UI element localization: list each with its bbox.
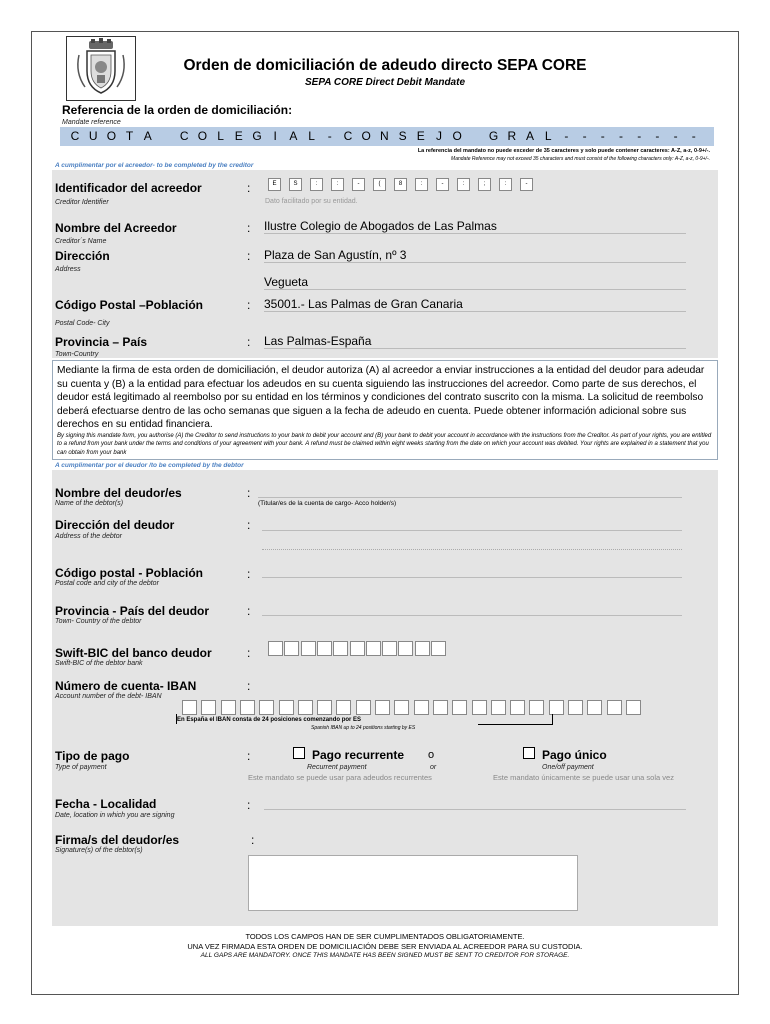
iban-box[interactable] [510,700,525,715]
swift-box[interactable] [382,641,397,656]
creditor-postal-value: 35001.- Las Palmas de Gran Canaria [264,297,686,312]
reference-char: O [361,129,371,143]
reference-char: G [252,129,262,143]
colon: : [247,181,251,195]
reference-char [159,129,173,144]
iban-box[interactable] [549,700,564,715]
reference-char: I [273,129,277,143]
iban-note-es: En España el IBAN consta de 24 posiciones comenzando por ES [177,717,362,723]
reference-char: O [452,129,462,143]
consent-box [52,360,718,460]
reference-char: U [88,129,98,143]
reference-char: - [655,129,660,143]
colon: : [247,749,251,763]
debtor-name-input[interactable] [258,485,682,498]
creditor-address-value2: Vegueta [264,275,686,290]
creditor-id-box[interactable]: - [520,178,533,191]
creditor-id-label: Identificador del acreedor [55,181,202,195]
creditor-address-label: Dirección [55,249,110,263]
iban-box[interactable] [336,700,351,715]
colon: : [247,486,251,500]
swift-box[interactable] [268,641,283,656]
reference-char: - [691,129,696,143]
iban-box[interactable] [607,700,622,715]
reference-sublabel: Mandate reference [62,119,121,126]
recurrent-hint: Este mandato se puede usar para adeudos recurrentes [248,773,432,782]
debtor-postal-label: Código postal - Población [55,566,203,580]
footer-line-3: ALL GAPS ARE MANDATORY. ONCE THIS MANDATE HAS BEEN SIGNED MUST BE SENT TO CREDITOR FOR STORAGE. [200,952,570,959]
iban-bracket-line [478,724,552,725]
iban-box[interactable] [182,700,197,715]
debtor-swift-label: Swift-BIC del banco deudor [55,646,212,660]
iban-box[interactable] [452,700,467,715]
iban-box[interactable] [317,700,332,715]
colon: : [247,646,251,660]
reference-char: L [217,129,224,143]
reference-char: - [564,129,569,143]
creditor-id-box[interactable]: : [415,178,428,191]
or-label-en: or [430,764,437,771]
swift-box[interactable] [284,641,299,656]
iban-box[interactable] [394,700,409,715]
signature-box[interactable] [248,855,578,911]
iban-box[interactable] [414,700,429,715]
signature-sublabel: Signature(s) of the debtor(s) [55,847,143,854]
debtor-swift-sublabel: Swift-BIC of the debtor bank [55,660,143,667]
debtor-address-label: Dirección del deudor [55,518,175,532]
reference-note-es: La referencia del mandato no puede exceder de 35 caracteres y solo puede contener caracteres: A-Z, a-z, 0-9+/-. [417,148,710,154]
swift-box[interactable] [431,641,446,656]
footer-line-1: TODOS LOS CAMPOS HAN DE SER CUMPLIMENTADOS OBLIGATORIAMENTE. [245,932,525,941]
reference-char: E [416,129,425,143]
iban-box[interactable] [298,700,313,715]
reference-char: O [197,129,208,143]
debtor-name-sublabel: Name of the debtor(s) [55,500,124,507]
reference-char: - [673,129,678,143]
colon: : [247,679,251,693]
debtor-iban-sublabel: Account number of the debt- IBAN [55,693,162,700]
swift-box[interactable] [301,641,316,656]
creditor-name-label: Nombre del Acreedor [55,221,177,235]
iban-box[interactable] [201,700,216,715]
creditor-id-sublabel: Creditor Identifier [55,199,109,206]
date-label: Fecha - Localidad [55,797,157,811]
reference-char: - [327,129,332,143]
reference-char: - [637,129,642,143]
reference-char: - [600,129,605,143]
iban-bracket-right [552,714,553,725]
single-label-en: One/off payment [542,764,594,771]
creditor-section [52,170,718,358]
iban-box[interactable] [587,700,602,715]
creditor-address-sublabel: Address [55,266,81,273]
reference-char: - [619,129,623,143]
iban-box[interactable] [568,700,583,715]
reference-char: G [488,129,499,143]
reference-label: Referencia de la orden de domiciliación: [62,103,293,117]
reference-char [468,129,482,144]
colon: : [247,567,251,581]
creditor-province-sublabel: Town-Country [55,351,99,358]
iban-note-en: Spanish IBAN up to 24 positions starting by ES [311,725,416,731]
creditor-id-box[interactable]: ; [478,178,491,191]
debtor-postal-sublabel: Postal code and city of the debtor [55,580,159,587]
iban-box[interactable] [472,700,487,715]
iban-box[interactable] [491,700,506,715]
creditor-name-value: Ilustre Colegio de Abogados de Las Palmas [264,219,686,234]
signature-label: Firma/s del deudor/es [55,833,180,847]
debtor-postal-input[interactable] [262,565,682,578]
date-input[interactable] [264,797,686,810]
creditor-id-box[interactable]: ( [373,178,386,191]
page-subtitle: SEPA CORE Direct Debit Mandate [304,77,466,88]
colon: : [247,518,251,532]
debtor-address-sublabel: Address of the debtor [55,533,122,540]
iban-box[interactable] [221,700,236,715]
reference-char: J [436,129,442,143]
creditor-banner: A cumplimentar por el acreedor- to be completed by the creditor [55,162,254,169]
creditor-name-sublabel: Creditor´s Name [55,238,107,245]
creditor-province-label: Provincia – País [55,335,148,349]
single-checkbox[interactable] [523,747,535,759]
reference-char: S [398,129,407,143]
consent-text-en: By signing this mandate form, you authorise (A) the Creditor to send instructions to your bank to debit your account and (B) your bank to debit your account in accordance with the instructions from the Creditor. As part of your rights, you are entitled to a refund from your bank under the terms and conditions of your agreement with your bank. A refund must be claimed within eight weeks starting from the date on which your account was debited. Your rights are explained in a statement that you can obtain from your bank [57,432,712,456]
reference-char: R [507,129,517,143]
or-label: o [428,749,435,761]
iban-bracket-left [176,714,177,724]
colon: : [247,335,251,349]
creditor-address-value: Plaza de San Agustín, nº 3 [264,248,686,263]
colon: : [247,798,251,812]
swift-box[interactable] [333,641,348,656]
recurrent-label-en: Recurrent payment [307,764,367,771]
iban-box[interactable] [279,700,294,715]
creditor-postal-label: Código Postal –Población [55,298,204,312]
debtor-address-input[interactable] [262,518,682,531]
consent-text-es: Mediante la firma de esta orden de domiciliación, el deudor autoriza (A) al acreedor a enviar instrucciones a la entidad del deudor para adeudar su cuenta y (B) a la entidad para efectuar los adeudos en su cuenta siguiendo las instrucciones del acreedor. Como parte de sus derechos, el deudor está legitimado al reembolso por su entidad en los términos y condiciones del contrato suscrito con la misma. La solicitud de reembolso deberá efectuarse dentro de las ocho semanas que siguen a la fecha de adeudo en cuenta. Puede obtener información adicional sobre sus derechos en su entidad financiera. [57,365,705,431]
creditor-id-box[interactable]: - [352,178,365,191]
creditor-province-value: Las Palmas-España [264,334,686,349]
iban-box[interactable] [240,700,255,715]
debtor-banner: A cumplimentar por el deudor /to be completed by the debtor [55,462,244,469]
iban-box[interactable] [356,700,371,715]
swift-box[interactable] [317,641,332,656]
page-title: Orden de domiciliación de adeudo directo SEPA CORE [183,57,587,74]
payment-type-label: Tipo de pago [55,749,130,763]
reference-char: C [179,129,189,143]
creditor-id-box[interactable]: - [436,178,449,191]
reference-char: T [125,129,134,143]
reference-note-en: Mandate Reference may not exceed 35 characters and must consist of the following characters only: A-Z, a-z, 0-9+/-. [451,156,710,162]
reference-char: N [380,129,389,143]
creditor-id-box[interactable]: 8 [394,178,407,191]
colon: : [247,221,251,235]
reference-char: A [143,129,152,143]
iban-box[interactable] [626,700,641,715]
recurrent-checkbox[interactable] [293,747,305,759]
colon: : [247,604,251,618]
creditor-id-box[interactable]: E [268,178,281,191]
colon: : [247,298,251,312]
creditor-id-box[interactable]: : [457,178,470,191]
reference-char: E [234,129,243,143]
swift-box[interactable] [398,641,413,656]
creditor-id-hint: Dato facilitado por su entidad. [265,198,358,205]
iban-box[interactable] [259,700,274,715]
creditor-id-box[interactable]: : [499,178,512,191]
reference-char: L [308,129,315,143]
reference-char: C [343,129,353,143]
debtor-province-label: Provincia - País del deudor [55,604,210,618]
recurrent-label: Pago recurrente [312,748,405,762]
debtor-address-input-2[interactable] [262,549,682,550]
reference-char: C [70,129,80,143]
single-hint: Este mandato únicamente se puede usar una sola vez [493,773,674,782]
debtor-name-hint: (Titular/es de la cuenta de cargo- Acco holder/s) [258,500,397,507]
single-label: Pago único [542,748,607,762]
iban-box[interactable] [529,700,544,715]
footer-line-2: UNA VEZ FIRMADA ESTA ORDEN DE DOMICILIACIÓN DEBE SER ENVIADA AL ACREEDOR PARA SU CUSTODIA. [187,942,583,951]
date-sublabel: Date, location in which you are signing [55,812,175,819]
swift-box[interactable] [366,641,381,656]
debtor-province-sublabel: Town- Country of the debtor [55,618,142,625]
debtor-iban-label: Número de cuenta- IBAN [55,679,197,693]
debtor-province-input[interactable] [262,603,682,616]
colon: : [251,833,255,847]
swift-box[interactable] [415,641,430,656]
creditor-id-box[interactable]: : [310,178,323,191]
reference-char: L [544,129,552,143]
swift-box[interactable] [350,641,365,656]
creditor-id-box[interactable]: S [289,178,302,191]
payment-type-sublabel: Type of payment [55,764,107,771]
iban-box[interactable] [375,700,390,715]
reference-char: O [106,129,117,143]
iban-box[interactable] [433,700,448,715]
creditor-id-box[interactable]: : [331,178,344,191]
reference-char: A [525,129,534,143]
creditor-postal-sublabel: Postal Code- City [55,320,110,327]
reference-char: A [289,129,298,143]
debtor-name-label: Nombre del deudor/es [55,486,182,500]
reference-char: - [582,129,587,143]
colon: : [247,249,251,263]
